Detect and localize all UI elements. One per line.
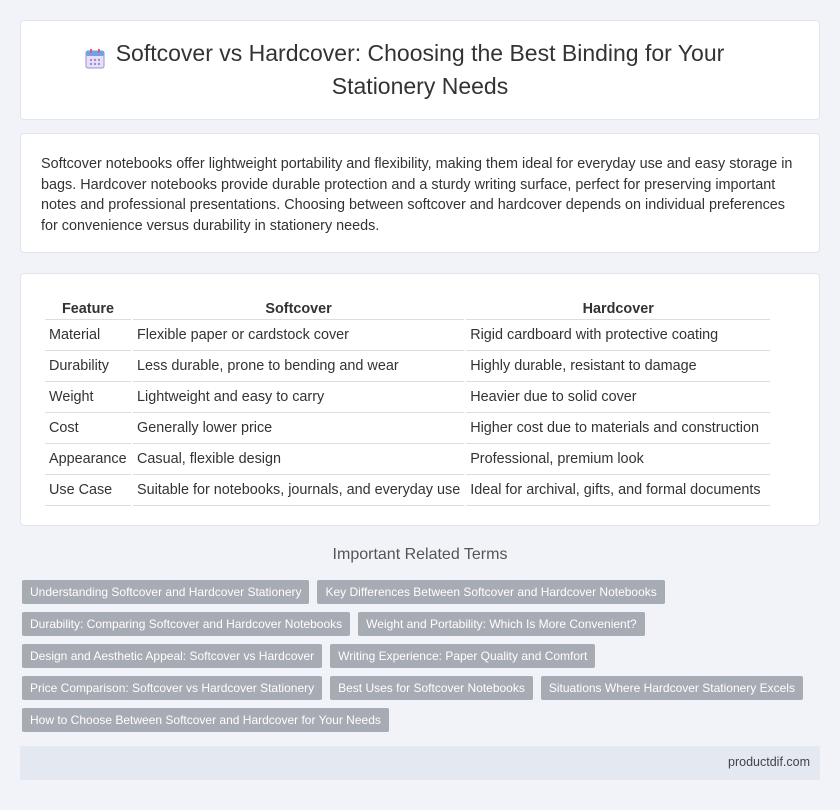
header-softcover: Softcover	[133, 296, 464, 320]
related-term-tag[interactable]: Understanding Softcover and Hardcover Stationery	[22, 580, 309, 604]
table-cell: Generally lower price	[133, 413, 464, 444]
comparison-table	[43, 296, 772, 506]
table-cell: Heavier due to solid cover	[466, 382, 770, 413]
related-terms-heading: Important Related Terms	[332, 546, 508, 563]
table-cell: Appearance	[45, 444, 131, 475]
related-term-tag[interactable]: Key Differences Between Softcover and Hardcover Notebooks	[317, 580, 664, 604]
table-row	[45, 444, 770, 475]
related-term-tag[interactable]: Durability: Comparing Softcover and Hardcover Notebooks	[22, 612, 350, 636]
table-cell: Use Case	[45, 475, 131, 506]
table-header-row	[45, 296, 770, 320]
table-cell: Durability	[45, 351, 131, 382]
intro-card	[20, 133, 820, 253]
table-row	[45, 475, 770, 506]
table-cell: Suitable for notebooks, journals, and everyday use	[133, 475, 464, 506]
table-row	[45, 413, 770, 444]
table-cell: Casual, flexible design	[133, 444, 464, 475]
footer-site-link[interactable]: productdif.com	[728, 755, 810, 769]
table-cell: Ideal for archival, gifts, and formal documents	[466, 475, 770, 506]
related-term-tag[interactable]: Price Comparison: Softcover vs Hardcover Stationery	[22, 676, 322, 700]
table-cell: Highly durable, resistant to damage	[466, 351, 770, 382]
related-term-tag[interactable]: How to Choose Between Softcover and Hardcover for Your Needs	[22, 708, 389, 732]
footer	[20, 746, 820, 780]
table-cell: Flexible paper or cardstock cover	[133, 320, 464, 351]
header-card	[20, 20, 820, 120]
table-cell: Cost	[45, 413, 131, 444]
table-cell: Professional, premium look	[466, 444, 770, 475]
intro-text: Softcover notebooks offer lightweight portability and flexibility, making them ideal for everyday use and easy storage in bags. Hardcover notebooks provide durable protection and a sturdy writing surface, perfect for preserving important notes and professional presentations. Choosing between softcover and hardcover depends on individual preferences for convenience versus durability in stationery needs.	[41, 156, 793, 234]
table-row	[45, 351, 770, 382]
header-feature: Feature	[45, 296, 131, 320]
related-term-tag[interactable]: Design and Aesthetic Appeal: Softcover vs Hardcover	[22, 644, 322, 668]
page-title: Softcover vs Hardcover: Choosing the Best Binding for Your Stationery Needs	[115, 40, 725, 99]
table-cell: Lightweight and easy to carry	[133, 382, 464, 413]
header-hardcover: Hardcover	[466, 296, 770, 320]
related-term-tag[interactable]: Writing Experience: Paper Quality and Comfort	[330, 644, 595, 668]
table-cell: Less durable, prone to bending and wear	[133, 351, 464, 382]
table-cell: Weight	[45, 382, 131, 413]
table-row	[45, 320, 770, 351]
table-cell: Rigid cardboard with protective coating	[466, 320, 770, 351]
table-cell: Higher cost due to materials and construction	[466, 413, 770, 444]
table-row	[45, 382, 770, 413]
related-term-tag[interactable]: Weight and Portability: Which Is More Convenient?	[358, 612, 645, 636]
related-term-tag[interactable]: Best Uses for Softcover Notebooks	[330, 676, 533, 700]
table-cell: Material	[45, 320, 131, 351]
related-term-tag[interactable]: Situations Where Hardcover Stationery Excels	[541, 676, 803, 700]
comparison-card	[20, 273, 820, 526]
related-terms-list	[22, 580, 822, 740]
